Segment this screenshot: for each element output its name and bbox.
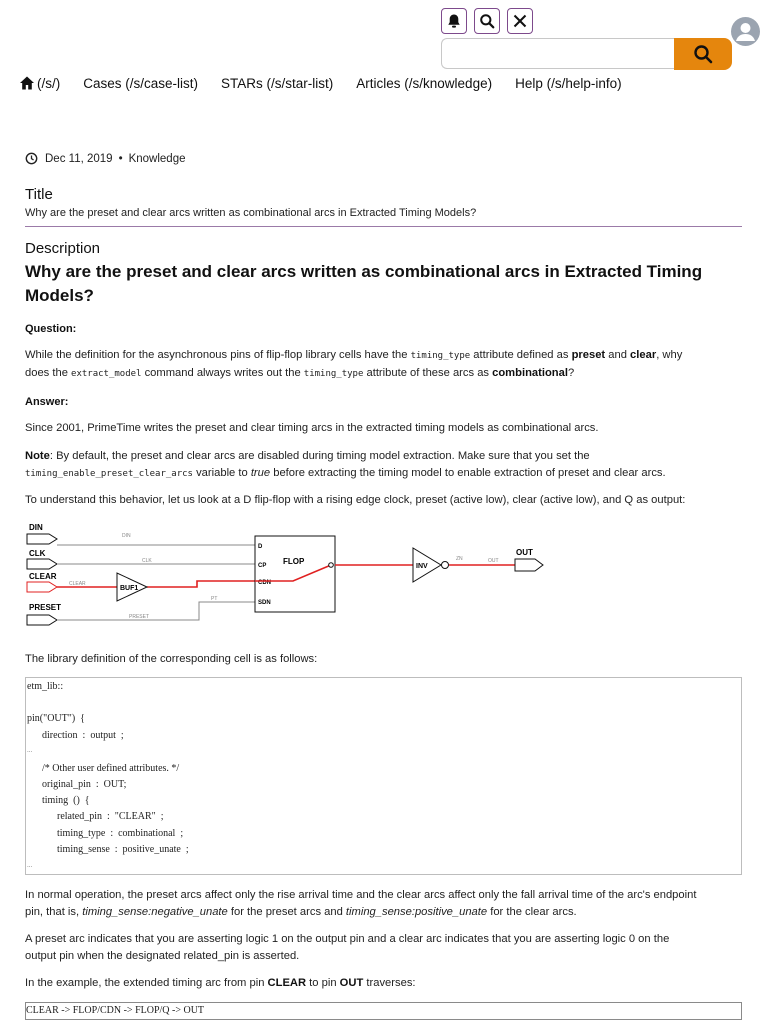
path-code-block: CLEAR -> FLOP/CDN -> FLOP/Q -> OUT: [25, 1002, 742, 1020]
notifications-button[interactable]: [441, 8, 467, 34]
answer-paragraph: Since 2001, PrimeTime writes the preset and clear timing arcs in the extracted timing models as combinational arcs.: [25, 422, 599, 434]
wire-label-clear: CLEAR: [69, 581, 86, 587]
search-toggle-button[interactable]: [474, 8, 500, 34]
port-din: [27, 534, 57, 544]
code-line: pin("OUT") {: [27, 713, 85, 724]
article-title: Why are the preset and clear arcs written as combinational arcs in Extracted Timing Models?: [25, 207, 477, 219]
port-out: [515, 559, 543, 571]
flop-label: FLOP: [283, 557, 305, 566]
wire-label-zn: ZN: [456, 556, 463, 562]
flop-q-pin: [329, 563, 334, 568]
nav-cases[interactable]: [83, 76, 198, 91]
wire-label-preset: PRESET: [129, 614, 150, 620]
clock-icon: [25, 152, 38, 165]
question-paragraph: While the definition for the asynchronous pins of flip-flop library cells have the timing_type attribute defined as preset and clear, why does the extract_model command always writes out the timing_type attribute of these arcs as combinational?: [25, 349, 683, 379]
preset-arc-paragraph: A preset arc indicates that you are asserting logic 1 on the output pin and a clear arc indicates that you are asserting logic 0 on the output pin when the designated related_pin is asserted.: [25, 933, 670, 962]
input-label-clk: CLK: [29, 549, 46, 558]
user-icon: [731, 17, 760, 46]
search-icon: [693, 44, 713, 64]
inverter-label: INV: [416, 563, 428, 570]
wire-label-out: OUT: [488, 558, 499, 564]
code-line: ...: [27, 746, 33, 754]
wire-label-din: DIN: [122, 533, 131, 539]
code-line: timing_type : combinational ;: [27, 828, 184, 839]
search-submit-button[interactable]: [674, 38, 732, 70]
normal-operation-paragraph: In normal operation, the preset arcs affect only the rise arrival time and the clear arcs affect only the fall arrival time of the arc's endpoint pin, that is, timing_sense:negative_unate for the preset arcs and timing_sense:positive_unate for the clear arcs.: [25, 889, 697, 918]
note-paragraph: Note: By default, the preset and clear arcs are disabled during timing model extraction. Make sure that you set the timing_enable_preset_clear_arcs variable to true before extracting the timing model to enable extraction of preset and clear arcs.: [25, 450, 666, 479]
output-label: OUT: [516, 548, 533, 557]
main-nav: [19, 75, 645, 91]
nav-articles-label: Articles (/s/knowledge): [356, 75, 493, 91]
close-button[interactable]: [507, 8, 533, 34]
question-label: Question:: [25, 323, 77, 335]
input-label-din: DIN: [29, 523, 43, 532]
nav-stars-label: STARs (/s/star-list): [221, 75, 334, 91]
flop-pin-d: D: [258, 544, 263, 550]
nav-help-label: Help (/s/help-info): [515, 75, 622, 91]
port-clk: [27, 559, 57, 569]
close-icon: [512, 13, 528, 29]
nav-cases-label: Cases (/s/case-list): [83, 75, 199, 91]
article-meta: [25, 152, 186, 165]
understand-paragraph: To understand this behavior, let us look at a D flip-flop with a rising edge clock, preset (active low), clear (active low), and Q as output:: [25, 494, 686, 506]
article-date: Dec 11, 2019: [45, 152, 113, 165]
bell-icon: [446, 13, 462, 29]
answer-label: Answer:: [25, 396, 69, 408]
section-divider: [25, 226, 742, 227]
code-block: [25, 677, 742, 875]
flop-pin-cdn: CDN: [258, 580, 271, 586]
nav-help[interactable]: [515, 76, 622, 91]
nav-home[interactable]: [19, 75, 60, 91]
port-clear: [27, 582, 57, 592]
nav-stars[interactable]: [221, 76, 333, 91]
search-icon: [479, 13, 495, 29]
input-label-clear: CLEAR: [29, 572, 57, 581]
wire-preset: [57, 602, 255, 620]
nav-home-label: (/s/): [37, 75, 61, 91]
code-line: ...: [27, 861, 33, 869]
flip-flop-diagram: [25, 518, 555, 630]
code-line: timing_sense : positive_unate ;: [27, 844, 189, 855]
inverter-bubble: [442, 562, 449, 569]
buffer-label: BUF1: [120, 585, 139, 592]
article-category: Knowledge: [128, 152, 186, 165]
wire-label-pt: PT: [211, 596, 218, 602]
code-line: timing () {: [27, 795, 90, 806]
flop-pin-sdn: SDN: [258, 600, 271, 606]
flop-pin-cp: CP: [258, 563, 267, 569]
code-line: /* Other user defined attributes. */: [27, 763, 180, 774]
home-icon: [19, 75, 35, 91]
user-avatar[interactable]: [731, 17, 760, 46]
meta-separator: •: [118, 152, 123, 165]
question-title: Why are the preset and clear arcs written as combinational arcs in Extracted Timing Models?: [25, 262, 703, 305]
nav-articles[interactable]: [356, 76, 492, 91]
example-paragraph: In the example, the extended timing arc from pin CLEAR to pin OUT traverses:: [25, 977, 416, 989]
library-intro: The library definition of the corresponding cell is as follows:: [25, 653, 318, 665]
search-input[interactable]: [441, 38, 675, 69]
code-line: original_pin : OUT;: [27, 779, 127, 790]
code-line: etm_lib::: [27, 681, 64, 692]
code-line: direction : output ;: [27, 730, 124, 741]
wire-buf-out: [147, 581, 255, 587]
input-label-preset: PRESET: [29, 603, 62, 612]
title-heading: Title: [25, 186, 53, 203]
description-heading: Description: [25, 240, 101, 257]
code-line: related_pin : "CLEAR" ;: [27, 811, 164, 822]
port-preset: [27, 615, 57, 625]
wire-label-clk: CLK: [142, 558, 152, 564]
